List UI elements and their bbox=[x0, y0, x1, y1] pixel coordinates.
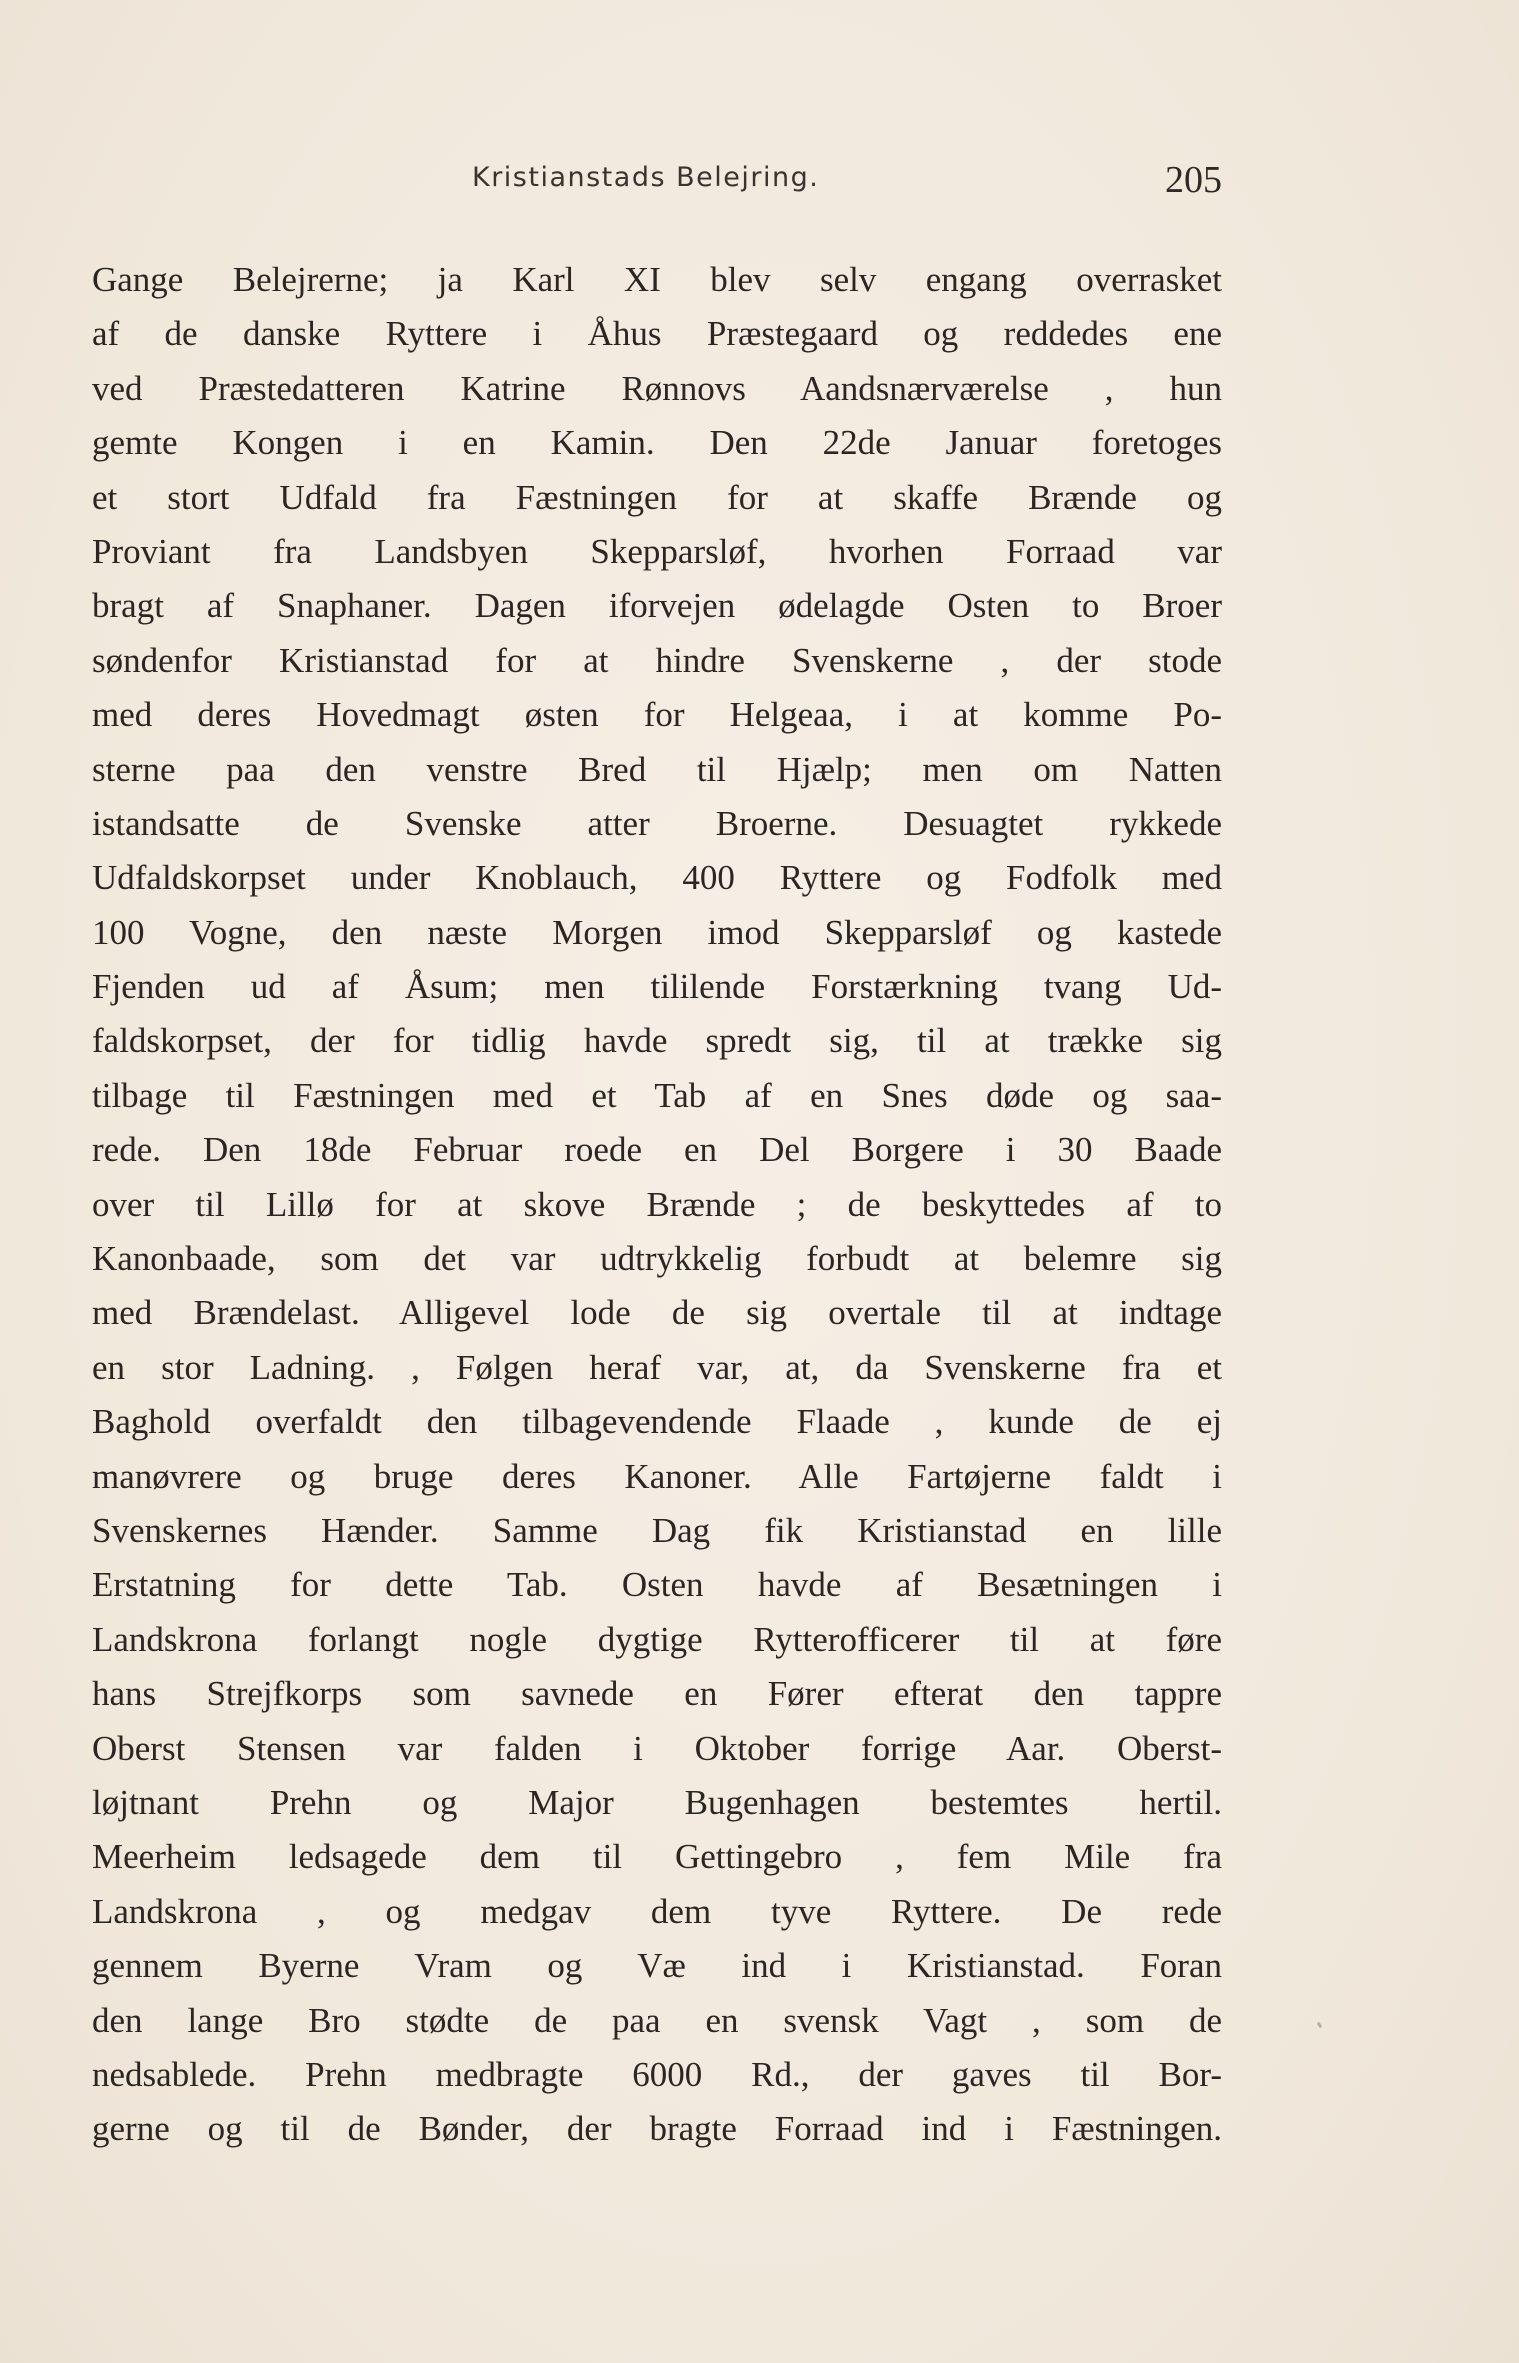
text-line: løjtnant Prehn og Major Bugenhagen bestemtes hertil. bbox=[92, 1782, 1222, 1822]
text-line: med deres Hovedmagt østen for Helgeaa, i at komme Po- bbox=[92, 695, 1222, 735]
text-line: gemte Kongen i en Kamin. Den 22de Januar foretoges bbox=[92, 423, 1222, 463]
text-line: den lange Bro stødte de paa en svensk Vagt , som de bbox=[92, 2000, 1222, 2040]
text-line: over til Lillø for at skove Brænde ; de beskyttedes af to bbox=[92, 1184, 1222, 1224]
text-line: gennem Byerne Vram og Væ ind i Kristianstad. Foran bbox=[92, 1946, 1222, 1986]
text-line: bragt af Snaphaner. Dagen iforvejen ødelagde Osten to Broer bbox=[92, 586, 1222, 626]
text-line: hans Strejfkorps som savnede en Fører efterat den tappre bbox=[92, 1674, 1222, 1714]
text-line: istandsatte de Svenske atter Broerne. Desuagtet rykkede bbox=[92, 803, 1222, 843]
text-line: med Brændelast. Alligevel lode de sig overtale til at indtage bbox=[92, 1293, 1222, 1333]
text-line: sterne paa den venstre Bred til Hjælp; men om Natten bbox=[92, 749, 1222, 789]
text-line: Kanonbaade, som det var udtrykkelig forbudt at belemre sig bbox=[92, 1239, 1222, 1279]
text-line: Erstatning for dette Tab. Osten havde af Besætningen i bbox=[92, 1565, 1222, 1605]
page-header bbox=[92, 158, 1222, 208]
text-line: Svenskernes Hænder. Samme Dag fik Kristianstad en lille bbox=[92, 1510, 1222, 1550]
text-line: en stor Ladning. , Følgen heraf var, at, da Svenskerne fra et bbox=[92, 1347, 1222, 1387]
page-number: 205 bbox=[1165, 159, 1222, 201]
text-line: Oberst Stensen var falden i Oktober forrige Aar. Oberst- bbox=[92, 1728, 1222, 1768]
text-line: Meerheim ledsagede dem til Gettingebro , fem Mile fra bbox=[92, 1837, 1222, 1877]
text-line: 100 Vogne, den næste Morgen imod Skepparsløf og kastede bbox=[92, 912, 1222, 952]
body-text bbox=[92, 253, 1222, 2157]
running-head: Kristianstads Belejring. bbox=[472, 162, 820, 193]
text-line: gerne og til de Bønder, der bragte Forraad ind i Fæstningen. bbox=[92, 2109, 1222, 2149]
text-line: Landskrona , og medgav dem tyve Ryttere. De rede bbox=[92, 1891, 1222, 1931]
text-line: Baghold overfaldt den tilbagevendende Flaade , kunde de ej bbox=[92, 1402, 1222, 1442]
text-line: manøvrere og bruge deres Kanoner. Alle Fartøjerne faldt i bbox=[92, 1456, 1222, 1496]
text-line: Udfaldskorpset under Knoblauch, 400 Ryttere og Fodfolk med bbox=[92, 858, 1222, 898]
text-line: faldskorpset, der for tidlig havde spredt sig, til at trække sig bbox=[92, 1021, 1222, 1061]
text-line: rede. Den 18de Februar roede en Del Borgere i 30 Baade bbox=[92, 1130, 1222, 1170]
paper-speck bbox=[1317, 2022, 1323, 2029]
text-line: af de danske Ryttere i Åhus Præstegaard og reddedes ene bbox=[92, 314, 1222, 354]
text-line: søndenfor Kristianstad for at hindre Svenskerne , der stode bbox=[92, 640, 1222, 680]
text-line: Gange Belejrerne; ja Karl XI blev selv engang overrasket bbox=[92, 260, 1222, 299]
text-line: tilbage til Fæstningen med et Tab af en Snes døde og saa- bbox=[92, 1075, 1222, 1115]
text-line: Fjenden ud af Åsum; men tililende Forstærkning tvang Ud- bbox=[92, 967, 1222, 1007]
text-line: Proviant fra Landsbyen Skepparsløf, hvorhen Forraad var bbox=[92, 531, 1222, 571]
text-line: nedsablede. Prehn medbragte 6000 Rd., der gaves til Bor- bbox=[92, 2054, 1222, 2094]
text-line: ved Præstedatteren Katrine Rønnovs Aandsnærværelse , hun bbox=[92, 368, 1222, 408]
text-line: Landskrona forlangt nogle dygtige Rytterofficerer til at føre bbox=[92, 1619, 1222, 1659]
text-line: et stort Udfald fra Fæstningen for at skaffe Brænde og bbox=[92, 477, 1222, 517]
